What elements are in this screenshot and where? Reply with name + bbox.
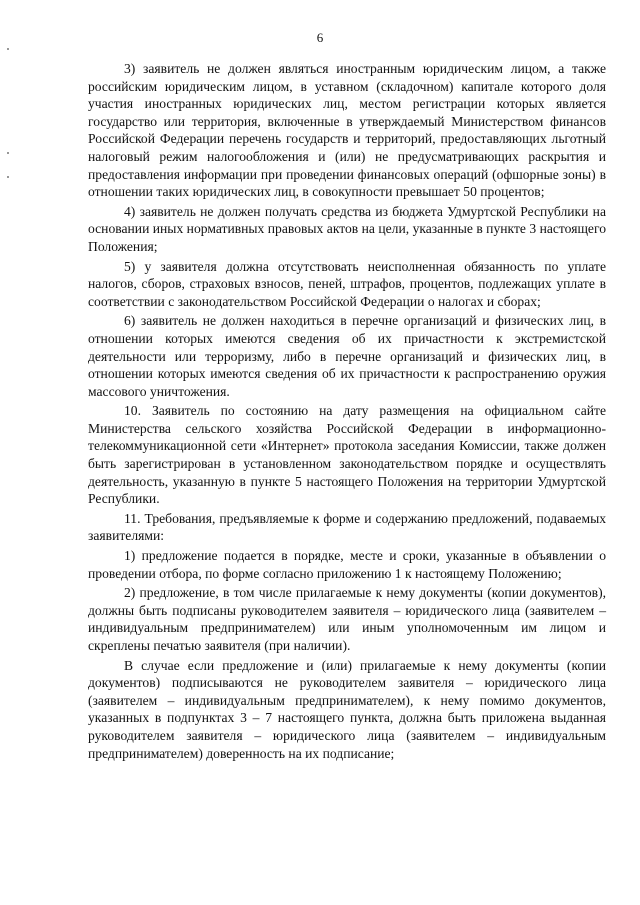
paragraph-item-5: 5) у заявителя должна отсутствовать неисполненная обязанность по уплате налогов, сборов, страховых взносов, пеней, штрафов, процентов, подлежащих уплате в соответствии с законодательством Российской Федерации о налогах и сборах; — [88, 258, 606, 309]
margin-speck — [7, 48, 9, 50]
paragraph-clause-11: 11. Требования, предъявляемые к форме и содержанию предложений, подаваемых заявителями: — [88, 510, 606, 544]
paragraph-subitem-2: 2) предложение, в том числе прилагаемые к нему документы (копии документов), должны быть подписаны руководителем заявителя – юридического лица (заявителем – индивидуальным предпринимателем) или иным уполномоченным им лицом и скреплены печатью заявителя (при наличии). — [88, 585, 606, 653]
paragraph-subitem-1: 1) предложение подается в порядке, месте и сроки, указанные в объявлении о проведении отбора, по форме согласно приложению 1 к настоящему Положению; — [88, 548, 606, 581]
paragraph-power-of-attorney: В случае если предложение и (или) прилагаемые к нему документы (копии документов) подписываются не руководителем заявителя – юридического лица (заявителем – индивидуальным предпринимателем), к нему помимо документов, указанных в подпунктах 3 – 7 настоящего пункта, должна быть приложена выданная руководителем заявителя – юридического лица (заявителем – индивидуальным предпринимателем) доверенность на их подписание; — [88, 657, 606, 761]
paragraph-item-3: 3) заявитель не должен являться иностранным юридическим лицом, а также российским юридическим лицом, в уставном (складочном) капитале которого доля участия иностранных юридических лиц, местом регистрации которых является государство или территория, включенные в утверждаемый Министерством финансов Российской Федерации перечень государств и территорий, предоставляющих льготный налоговый режим налогообложения и (или) не предусматривающих раскрытия и предоставления информации при проведении финансовых операций (офшорные зоны) в отношении таких юридических лиц, в совокупности превышает 50 процентов; — [88, 61, 606, 200]
paragraph-item-6: 6) заявитель не должен находиться в перечне организаций и физических лиц, в отношении которых имеются сведения об их причастности к экстремистской деятельности или терроризму, либо в перечне организаций и физических лиц, в отношении которых имеются сведения об их причастности к распространению оружия массового уничтожения. — [88, 313, 606, 399]
margin-speck — [7, 176, 9, 178]
margin-speck — [7, 152, 9, 154]
paragraph-clause-10: 10. Заявитель по состоянию на дату размещения на официальном сайте Министерства сельского хозяйства Российской Федерации в информационно-телекоммуникационной сети «Интернет» протокола заседания Комиссии, также должен быть зарегистрирован в установленном законодательством порядке и осуществлять деятельность, указанную в пункте 5 настоящего Положения на территории Удмуртской Республики. — [88, 403, 606, 507]
document-body — [88, 60, 606, 764]
page-number: 6 — [316, 30, 324, 45]
paragraph-item-4: 4) заявитель не должен получать средства из бюджета Удмуртской Республики на основании иных нормативных правовых актов на цели, указанные в пункте 3 настоящего Положения; — [88, 203, 606, 254]
